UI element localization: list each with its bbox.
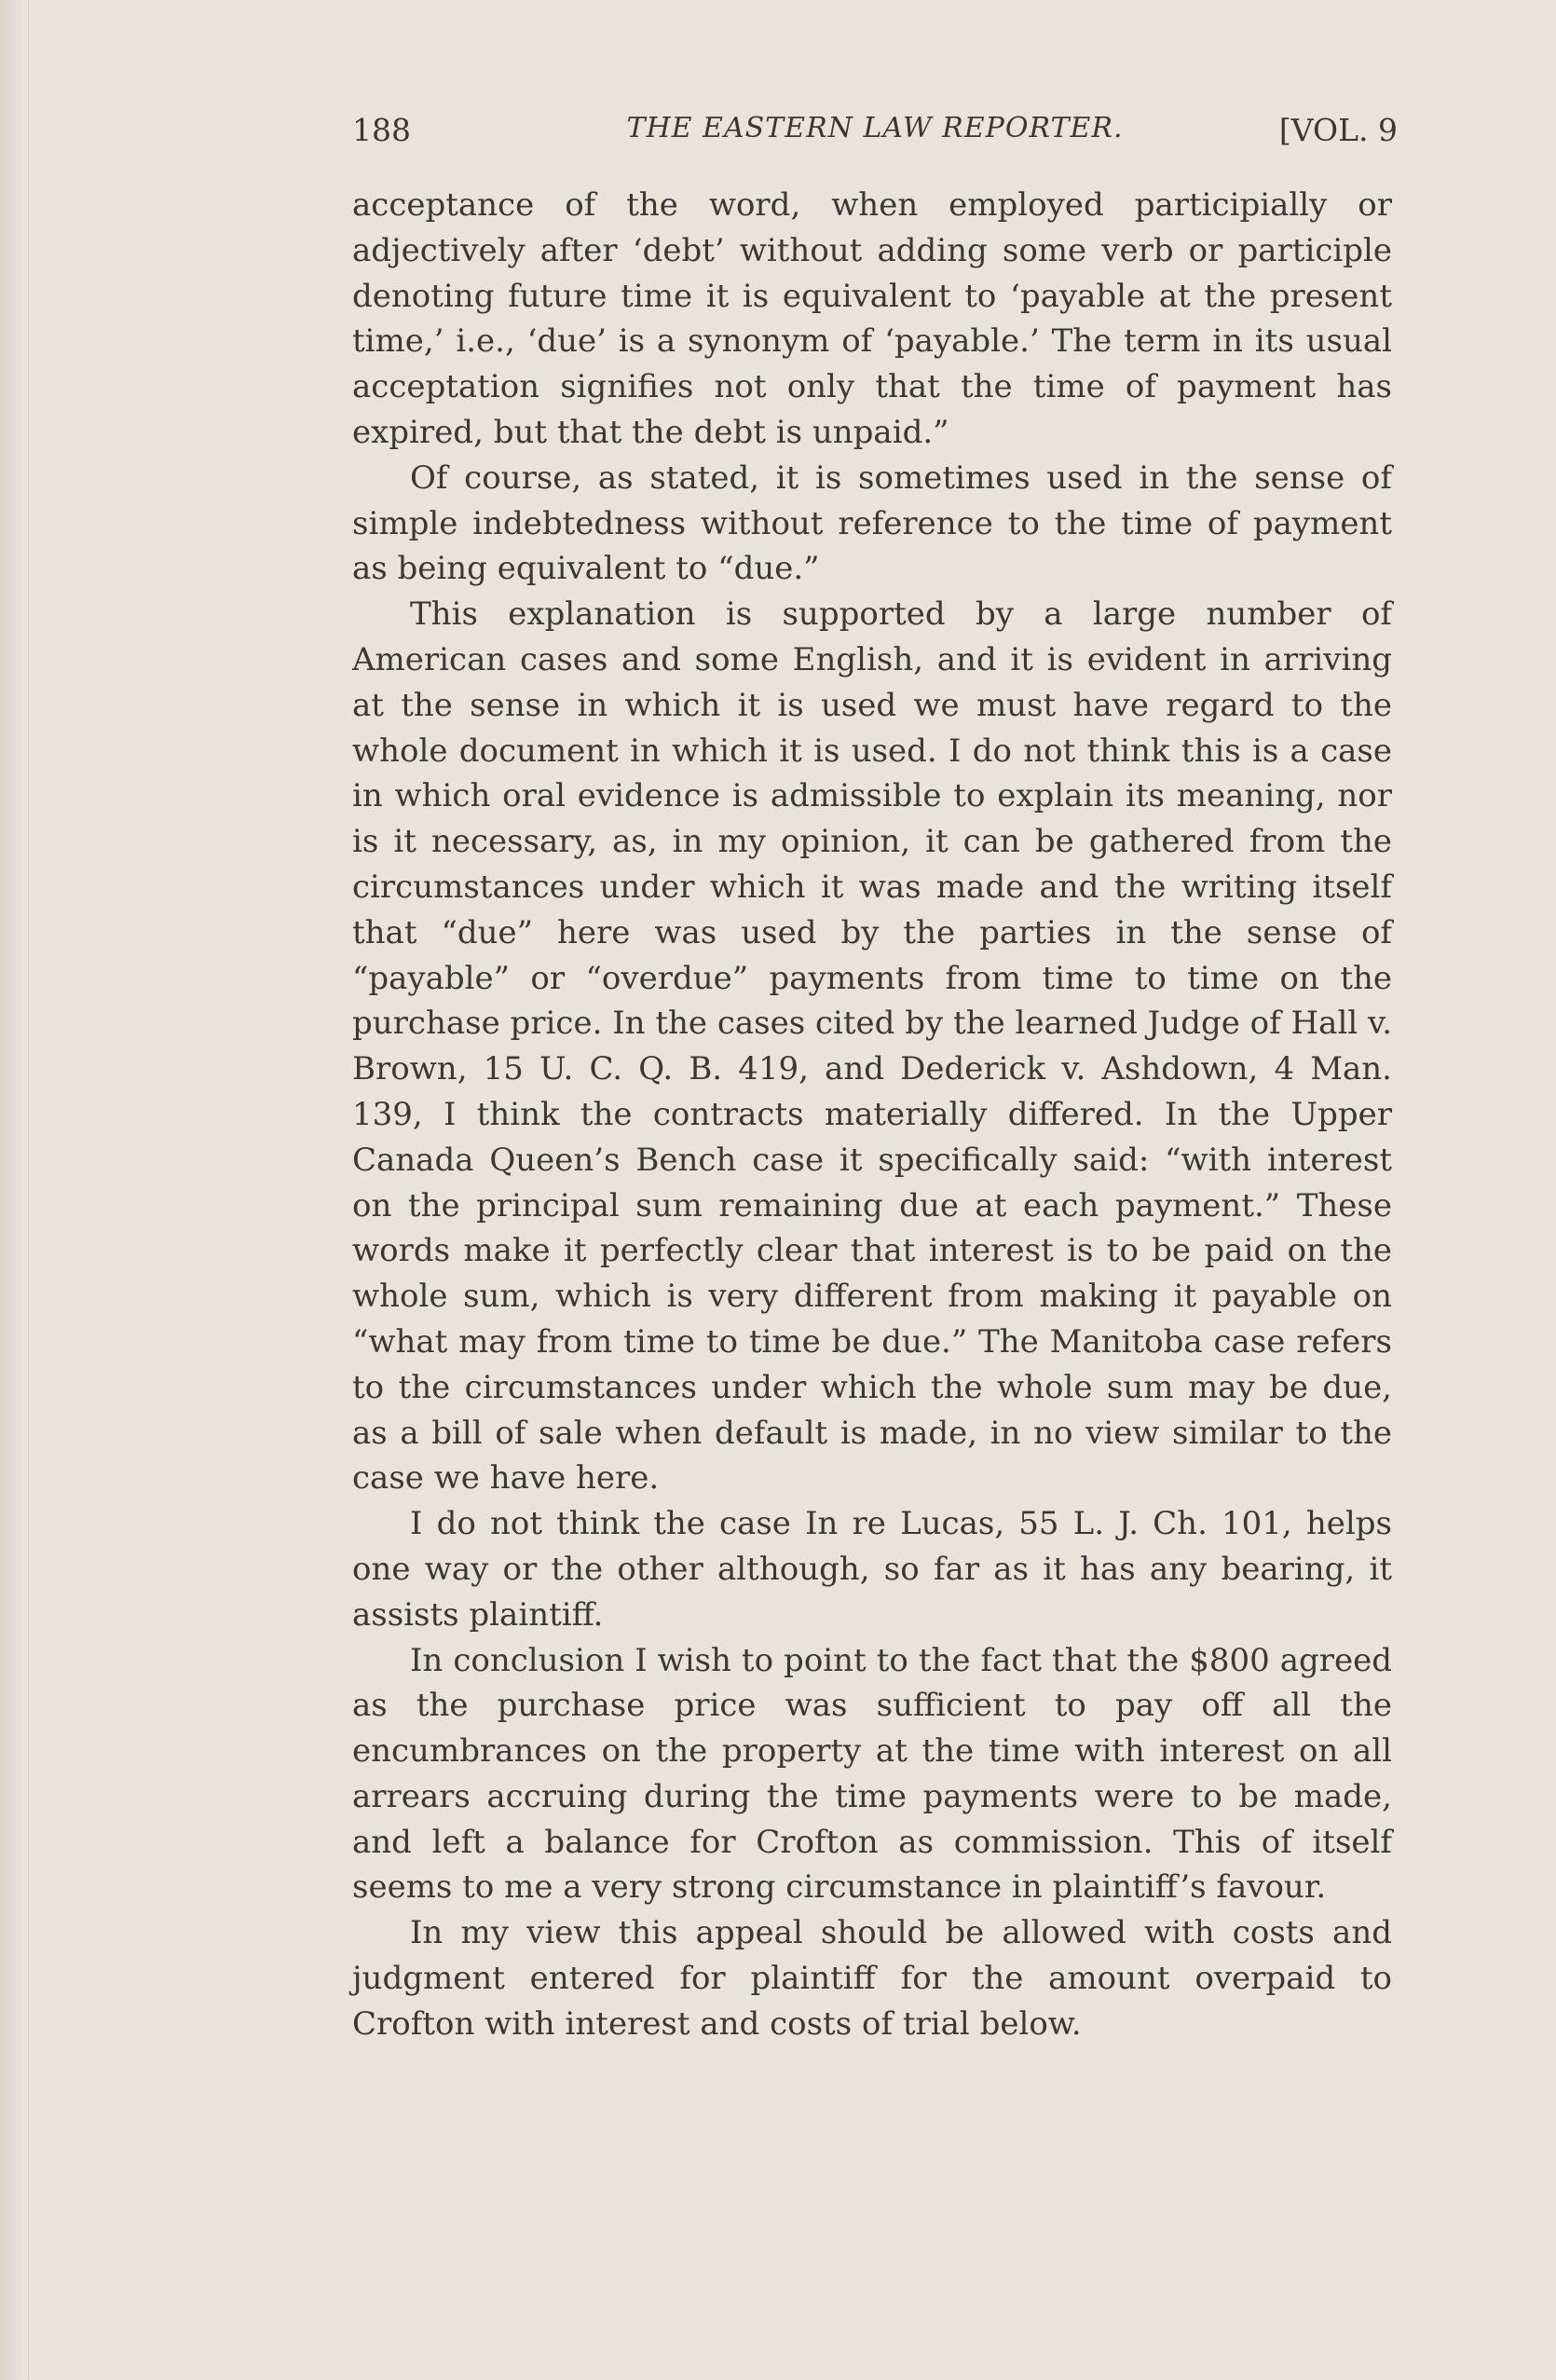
page-number: 188: [352, 112, 411, 148]
paragraph-4: I do not think the case In re Lucas, 55 L. J. Ch. 101, helps one way or the other although, so far as it has any bearing, it assists plaintiff.: [352, 1505, 1392, 1634]
paragraph-5: In conclusion I wish to point to the fact that the $800 agreed as the purchase price was sufficient to pay off all the encumbrances on the property at the time with interest on all arrears accruing during the time payments were to be made, and left a balance for Crofton as commission. This of itself seems to me a very strong circumstance in plaintiff’s favour.: [352, 1641, 1392, 1907]
paragraph-1: acceptance of the word, when employed participially or adjectively after ‘debt’ without adding some verb or participle denoting future time it is equivalent to ‘payable at the present time,’ i.e., ‘due’ is a synonym of ‘payable.’ The term in its usual acceptation signifies not only that the time of payment has expired, but that the debt is unpaid.”: [352, 186, 1392, 451]
paragraph-6: In my view this appeal should be allowed with costs and judgment entered for plaintiff for the amount overpaid to Crofton with interest and costs of trial below.: [352, 1914, 1392, 2043]
page-binding-edge: [0, 0, 29, 2380]
paragraph-2: Of course, as stated, it is sometimes used in the sense of simple indebtedness without reference to the time of payment as being equivalent to “due.”: [352, 458, 1392, 588]
running-header: [352, 104, 1398, 160]
volume-label: [VOL. 9: [1278, 112, 1398, 148]
paragraph-3: This explanation is supported by a large number of American cases and some English, and it is evident in arriving at the sense in which it is used we must have regard to the whole document in which it is used. I do not think this is a case in which oral evidence is admissible to explain its meaning, nor is it necessary, as, in my opinion, it can be gathered from the circumstances under which it was made and the writing itself that “due” here was used by the parties in the sense of “payable” or “overdue” payments from time to time on the purchase price. In the cases cited by the learned Judge of Hall v. Brown, 15 U. C. Q. B. 419, and Dederick v. Ashdown, 4 Man. 139, I think the contracts materially differed. In the Upper Canada Queen’s Bench case it specifically said: “with interest on the principal sum remaining due at each payment.” These words make it perfectly clear that interest is to be paid on the whole sum, which is very different from making it payable on “what may from time to time be due.” The Manitoba case refers to the circumstances under which the whole sum may be due, as a bill of sale when default is made, in no view similar to the case we have here.: [352, 595, 1392, 1498]
running-title: THE EASTERN LAW REPORTER.: [626, 112, 1124, 144]
body-text: [352, 183, 1392, 2047]
